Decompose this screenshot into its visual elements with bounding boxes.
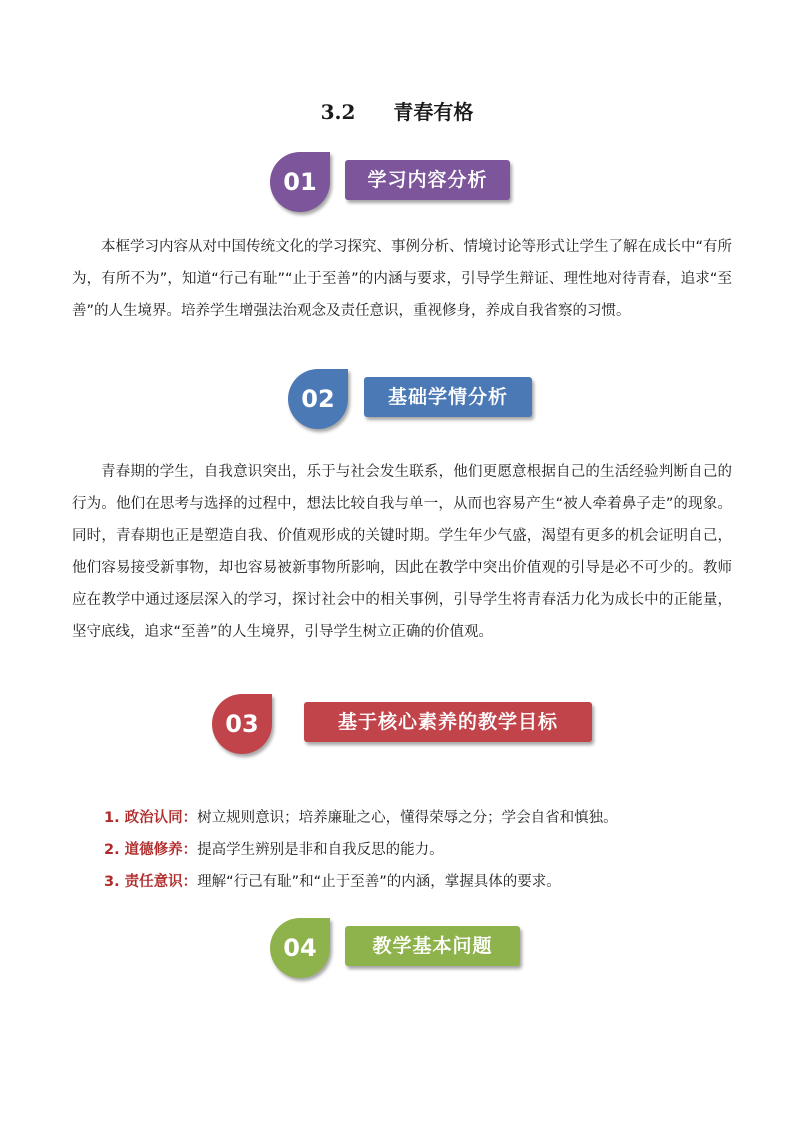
section-badge: 02 bbox=[288, 369, 348, 429]
goal-text: 提高学生辨别是非和自我反思的能力。 bbox=[197, 842, 444, 858]
section-number: 3.2 bbox=[320, 100, 356, 124]
goal-item bbox=[104, 866, 724, 898]
section-badge: 03 bbox=[212, 694, 272, 754]
content-analysis-paragraph: 本框学习内容从对中国传统文化的学习探究、事例分析、情境讨论等形式让学生了解在成长中“有所为，有所不为”，知道“行己有耻”“止于至善”的内涵与要求，引导学生辩证、理性地对待青春，追求“至善”的人生境界。培养学生增强法治观念及责任意识，重视修身，养成自我省察的习惯。 bbox=[72, 239, 733, 319]
goal-label: 1. 政治认同： bbox=[104, 810, 198, 826]
section-label: 学习内容分析 bbox=[345, 160, 510, 200]
goal-text: 理解“行己有耻”和“止于至善”的内涵，掌握具体的要求。 bbox=[197, 874, 561, 890]
lesson-title: 青春有格 bbox=[393, 100, 474, 124]
goal-item bbox=[104, 834, 724, 866]
goal-label: 2. 道德修养： bbox=[104, 842, 198, 858]
section-label: 教学基本问题 bbox=[345, 926, 520, 966]
section-label: 基于核心素养的教学目标 bbox=[304, 702, 592, 742]
goal-text: 树立规则意识；培养廉耻之心，懂得荣辱之分；学会自省和慎独。 bbox=[197, 810, 618, 826]
section-badge: 01 bbox=[270, 152, 330, 212]
goal-label: 3. 责任意识： bbox=[104, 874, 198, 890]
learner-analysis-paragraph: 青春期的学生，自我意识突出，乐于与社会发生联系，他们更愿意根据自己的生活经验判断自己的行为。他们在思考与选择的过程中，想法比较自我与单一，从而也容易产生“被人牵着鼻子走”的现象。同时，青春期也正是塑造自我、价值观形成的关键时期。学生年少气盛，渴望有更多的机会证明自己，他们容易接受新事物，却也容易被新事物所影响，因此在教学中突出价值观的引导是必不可少的。教师应在教学中通过逐层深入的学习，探讨社会中的相关事例，引导学生将青春活力化为成长中的正能量，坚守底线，追求“至善”的人生境界，引导学生树立正确的价值观。 bbox=[72, 464, 732, 640]
goal-item bbox=[104, 802, 724, 834]
section-label: 基础学情分析 bbox=[364, 377, 532, 417]
teaching-goals-list bbox=[104, 802, 724, 898]
page-title bbox=[0, 96, 794, 125]
section-badge: 04 bbox=[270, 918, 330, 978]
